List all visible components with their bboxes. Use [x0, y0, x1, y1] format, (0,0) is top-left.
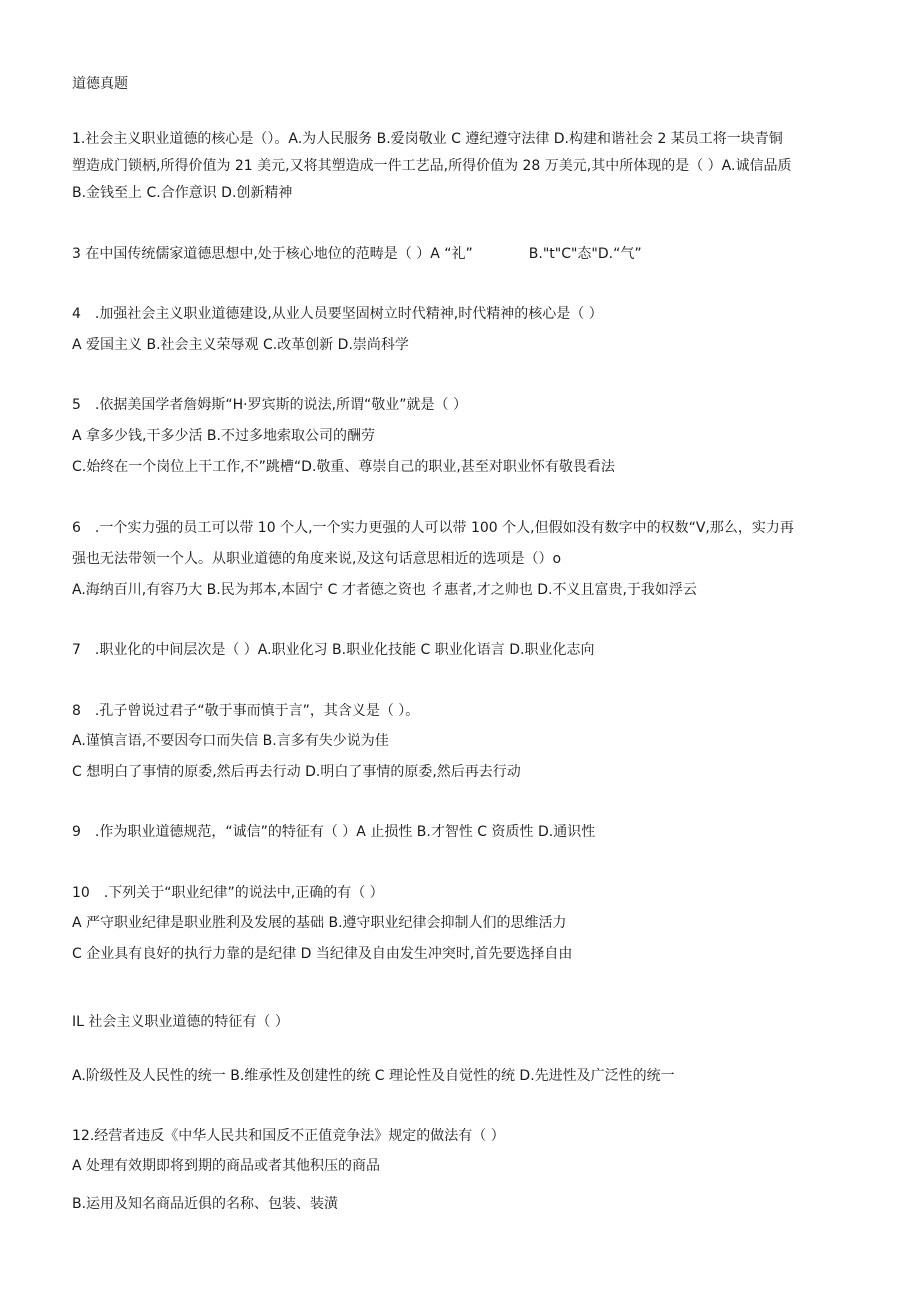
question-4-options: A 爱国主义 B.社会主义荣辱观 C.改革创新 D.崇尚科学	[72, 337, 409, 353]
question-10: 10 .下列关于“职业纪律”的说法中,正确的有（ ）	[72, 885, 384, 901]
question-6-options: A.海纳百川,有容乃大 B.民为邦本,本固宁 C 才者德之资也 彳惠者,才之帅也 D.不义且富贵,于我如浮云	[72, 582, 697, 598]
question-7: 7 .职业化的中间层次是（ ）A.职业化习 B.职业化技能 C 职业化语言 D.职业化志向	[72, 642, 595, 658]
question-6-line-2: 强也无法带领一个人。从职业道德的角度来说,及这句话意思相近的选项是（）o	[72, 551, 562, 567]
question-9: 9 .作为职业道德规范，“诚信”的特征有（ ）A 止损性 B.才智性 C 资质性 D.通识性	[72, 824, 596, 840]
question-12: 12.经营者违反《中华人民共和国反不正值竞争法》规定的做法有（ ）	[72, 1128, 505, 1144]
question-10-options-1: A 严守职业纪律是职业胜利及发展的基础 B.遵守职业纪律会抑制人们的思维活力	[72, 915, 567, 931]
question-11-options: A.阶级性及人民性的统一 B.维承性及创建性的统 C 理论性及自觉性的统 D.先进性及广泛性的统一	[72, 1068, 675, 1084]
question-8: 8 .孔子曾说过君子“敬于事而慎于言”，其含义是（ ）。	[72, 703, 420, 719]
question-12-option-b: B.运用及知名商品近俱的名称、包装、装潢	[72, 1196, 339, 1212]
question-1-line-2: 塑造成门锁柄,所得价值为 21 美元,又将其塑造成一件工艺品,所得价值为 28 万美元,其中所体现的是（ ）A.诚信品质	[72, 158, 792, 174]
document-title: 道德真题	[72, 76, 128, 92]
question-1-line-3: B.金钱至上 C.合作意识 D.创新精神	[72, 185, 293, 201]
question-6-line-1: 6 .一个实力强的员工可以带 10 个人,一个实力更强的人可以带 100 个人,但假如没有数字中的权数“V,那么，实力再	[72, 520, 794, 536]
question-3: 3 在中国传统儒家道德思想中,处于核心地位的范畴是（ ）A “礼” B."t"C"态"D.“气”	[72, 246, 642, 262]
question-5-options-2: C.始终在一个岗位上干工作,不”跳槽“D.敬重、尊崇自己的职业,甚至对职业怀有敬畏看法	[72, 459, 615, 475]
question-12-option-a: A 处理有效期即将到期的商品或者其他积压的商品	[72, 1158, 381, 1174]
question-11: IL 社会主义职业道德的特征有（ ）	[72, 1014, 289, 1030]
question-8-options-1: A.谨慎言语,不要因夸口而失信 B.言多有失少说为佳	[72, 733, 389, 749]
question-1-line-1: 1.社会主义职业道德的核心是（）。A.为人民服务 B.爱岗敬业 C 遵纪遵守法律 D.构建和谐社会 2 某员工将一块青铜	[72, 131, 783, 147]
question-4: 4 .加强社会主义职业道德建设,从业人员要坚固树立时代精神,时代精神的核心是（ ）	[72, 306, 603, 322]
question-10-options-2: C 企业具有良好的执行力靠的是纪律 D 当纪律及自由发生冲突时,首先要选择自由	[72, 946, 573, 962]
question-5-options-1: A 拿多少钱,干多少活 B.不过多地索取公司的酬劳	[72, 428, 375, 444]
question-5: 5 .依据美国学者詹姆斯“H·罗宾斯的说法,所谓“敬业”就是（ ）	[72, 397, 467, 413]
question-8-options-2: C 想明白了事情的原委,然后再去行动 D.明白了事情的原委,然后再去行动	[72, 764, 521, 780]
